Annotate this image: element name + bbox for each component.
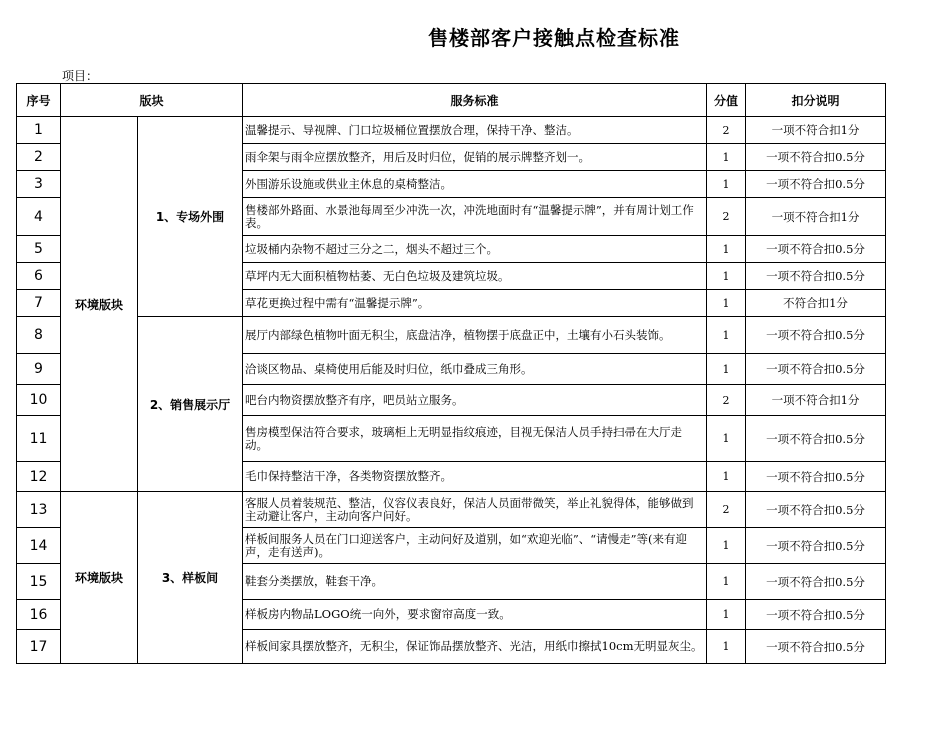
inspection-table: [16, 83, 886, 664]
row-note: 一项不符合扣0.5分: [746, 462, 886, 492]
row-note: 一项不符合扣1分: [746, 117, 886, 144]
row-note: 一项不符合扣0.5分: [746, 171, 886, 198]
row-note: 一项不符合扣0.5分: [746, 236, 886, 263]
row-seq: 6: [17, 263, 61, 290]
row-standard: 垃圾桶内杂物不超过三分之二，烟头不超过三个。: [243, 236, 707, 263]
row-note: 一项不符合扣0.5分: [746, 416, 886, 462]
row-standard: 客服人员着装规范、整洁，仪容仪表良好，保洁人员面带微笑，举止礼貌得体，能够做到主动避让客户，主动向客户问好。: [243, 492, 707, 528]
row-note: 一项不符合扣0.5分: [746, 564, 886, 600]
row-score: 1: [707, 290, 746, 317]
row-score: 1: [707, 528, 746, 564]
row-note: 一项不符合扣0.5分: [746, 630, 886, 664]
block-cell: 环境版块: [61, 117, 138, 492]
row-seq: 2: [17, 144, 61, 171]
row-seq: 3: [17, 171, 61, 198]
row-seq: 4: [17, 198, 61, 236]
row-standard: 售楼部外路面、水景池每周至少冲洗一次，冲洗地面时有“温馨提示牌”，并有周计划工作表。: [243, 198, 707, 236]
row-note: 一项不符合扣0.5分: [746, 528, 886, 564]
header-note: 扣分说明: [746, 84, 886, 117]
row-standard: 样板房内物品LOGO统一向外，要求窗帘高度一致。: [243, 600, 707, 630]
page-title: 售楼部客户接触点检查标准: [428, 26, 680, 50]
sub-block-cell: 1、专场外围: [138, 117, 243, 317]
row-standard: 吧台内物资摆放整齐有序，吧员站立服务。: [243, 385, 707, 416]
table-header-row: [17, 84, 886, 117]
row-seq: 8: [17, 317, 61, 354]
row-score: 2: [707, 492, 746, 528]
row-standard: 售房模型保洁符合要求，玻璃柜上无明显指纹痕迹，目视无保洁人员手持扫帚在大厅走动。: [243, 416, 707, 462]
row-note: 一项不符合扣0.5分: [746, 354, 886, 385]
row-seq: 16: [17, 600, 61, 630]
row-note: 一项不符合扣1分: [746, 198, 886, 236]
row-seq: 11: [17, 416, 61, 462]
row-score: 1: [707, 263, 746, 290]
row-seq: 13: [17, 492, 61, 528]
row-score: 1: [707, 462, 746, 492]
row-score: 1: [707, 236, 746, 263]
row-seq: 12: [17, 462, 61, 492]
row-standard: 外围游乐设施或供业主休息的桌椅整洁。: [243, 171, 707, 198]
header-standard: 服务标准: [243, 84, 707, 117]
row-seq: 7: [17, 290, 61, 317]
table-row: [17, 317, 886, 354]
row-score: 1: [707, 600, 746, 630]
row-score: 2: [707, 117, 746, 144]
row-standard: 展厅内部绿色植物叶面无积尘，底盘洁净，植物摆于底盘正中，土壤有小石头装饰。: [243, 317, 707, 354]
row-note: 一项不符合扣1分: [746, 385, 886, 416]
row-standard: 毛巾保持整洁干净，各类物资摆放整齐。: [243, 462, 707, 492]
sub-block-cell: 2、销售展示厅: [138, 317, 243, 492]
row-note: 不符合扣1分: [746, 290, 886, 317]
block-cell: 环境版块: [61, 492, 138, 664]
row-seq: 9: [17, 354, 61, 385]
row-note: 一项不符合扣0.5分: [746, 600, 886, 630]
sub-block-cell: 3、样板间: [138, 492, 243, 664]
header-block: 版块: [61, 84, 243, 117]
row-score: 1: [707, 416, 746, 462]
row-seq: 17: [17, 630, 61, 664]
row-score: 1: [707, 317, 746, 354]
row-standard: 草花更换过程中需有“温馨提示牌”。: [243, 290, 707, 317]
row-seq: 1: [17, 117, 61, 144]
row-note: 一项不符合扣0.5分: [746, 144, 886, 171]
row-score: 1: [707, 354, 746, 385]
row-standard: 洽谈区物品、桌椅使用后能及时归位，纸巾叠成三角形。: [243, 354, 707, 385]
project-label: 项目：: [62, 69, 99, 83]
table-row: [17, 492, 886, 528]
row-score: 1: [707, 630, 746, 664]
row-standard: 草坪内无大面积植物枯萎、无白色垃圾及建筑垃圾。: [243, 263, 707, 290]
header-seq: 序号: [17, 84, 61, 117]
row-standard: 样板间服务人员在门口迎送客户，主动问好及道别，如“欢迎光临”、“请慢走”等(来有迎声，走有送声)。: [243, 528, 707, 564]
row-standard: 样板间家具摆放整齐，无积尘，保证饰品摆放整齐、光洁，用纸巾擦拭10cm无明显灰尘。: [243, 630, 707, 664]
row-seq: 10: [17, 385, 61, 416]
row-note: 一项不符合扣0.5分: [746, 317, 886, 354]
table-row: [17, 117, 886, 144]
row-score: 1: [707, 171, 746, 198]
row-standard: 鞋套分类摆放，鞋套干净。: [243, 564, 707, 600]
header-score: 分值: [707, 84, 746, 117]
row-score: 1: [707, 144, 746, 171]
row-standard: 温馨提示、导视牌、门口垃圾桶位置摆放合理，保持干净、整洁。: [243, 117, 707, 144]
row-score: 2: [707, 198, 746, 236]
row-seq: 5: [17, 236, 61, 263]
row-seq: 15: [17, 564, 61, 600]
row-note: 一项不符合扣0.5分: [746, 492, 886, 528]
row-score: 2: [707, 385, 746, 416]
row-note: 一项不符合扣0.5分: [746, 263, 886, 290]
row-standard: 雨伞架与雨伞应摆放整齐，用后及时归位，促销的展示牌整齐划一。: [243, 144, 707, 171]
row-seq: 14: [17, 528, 61, 564]
row-score: 1: [707, 564, 746, 600]
